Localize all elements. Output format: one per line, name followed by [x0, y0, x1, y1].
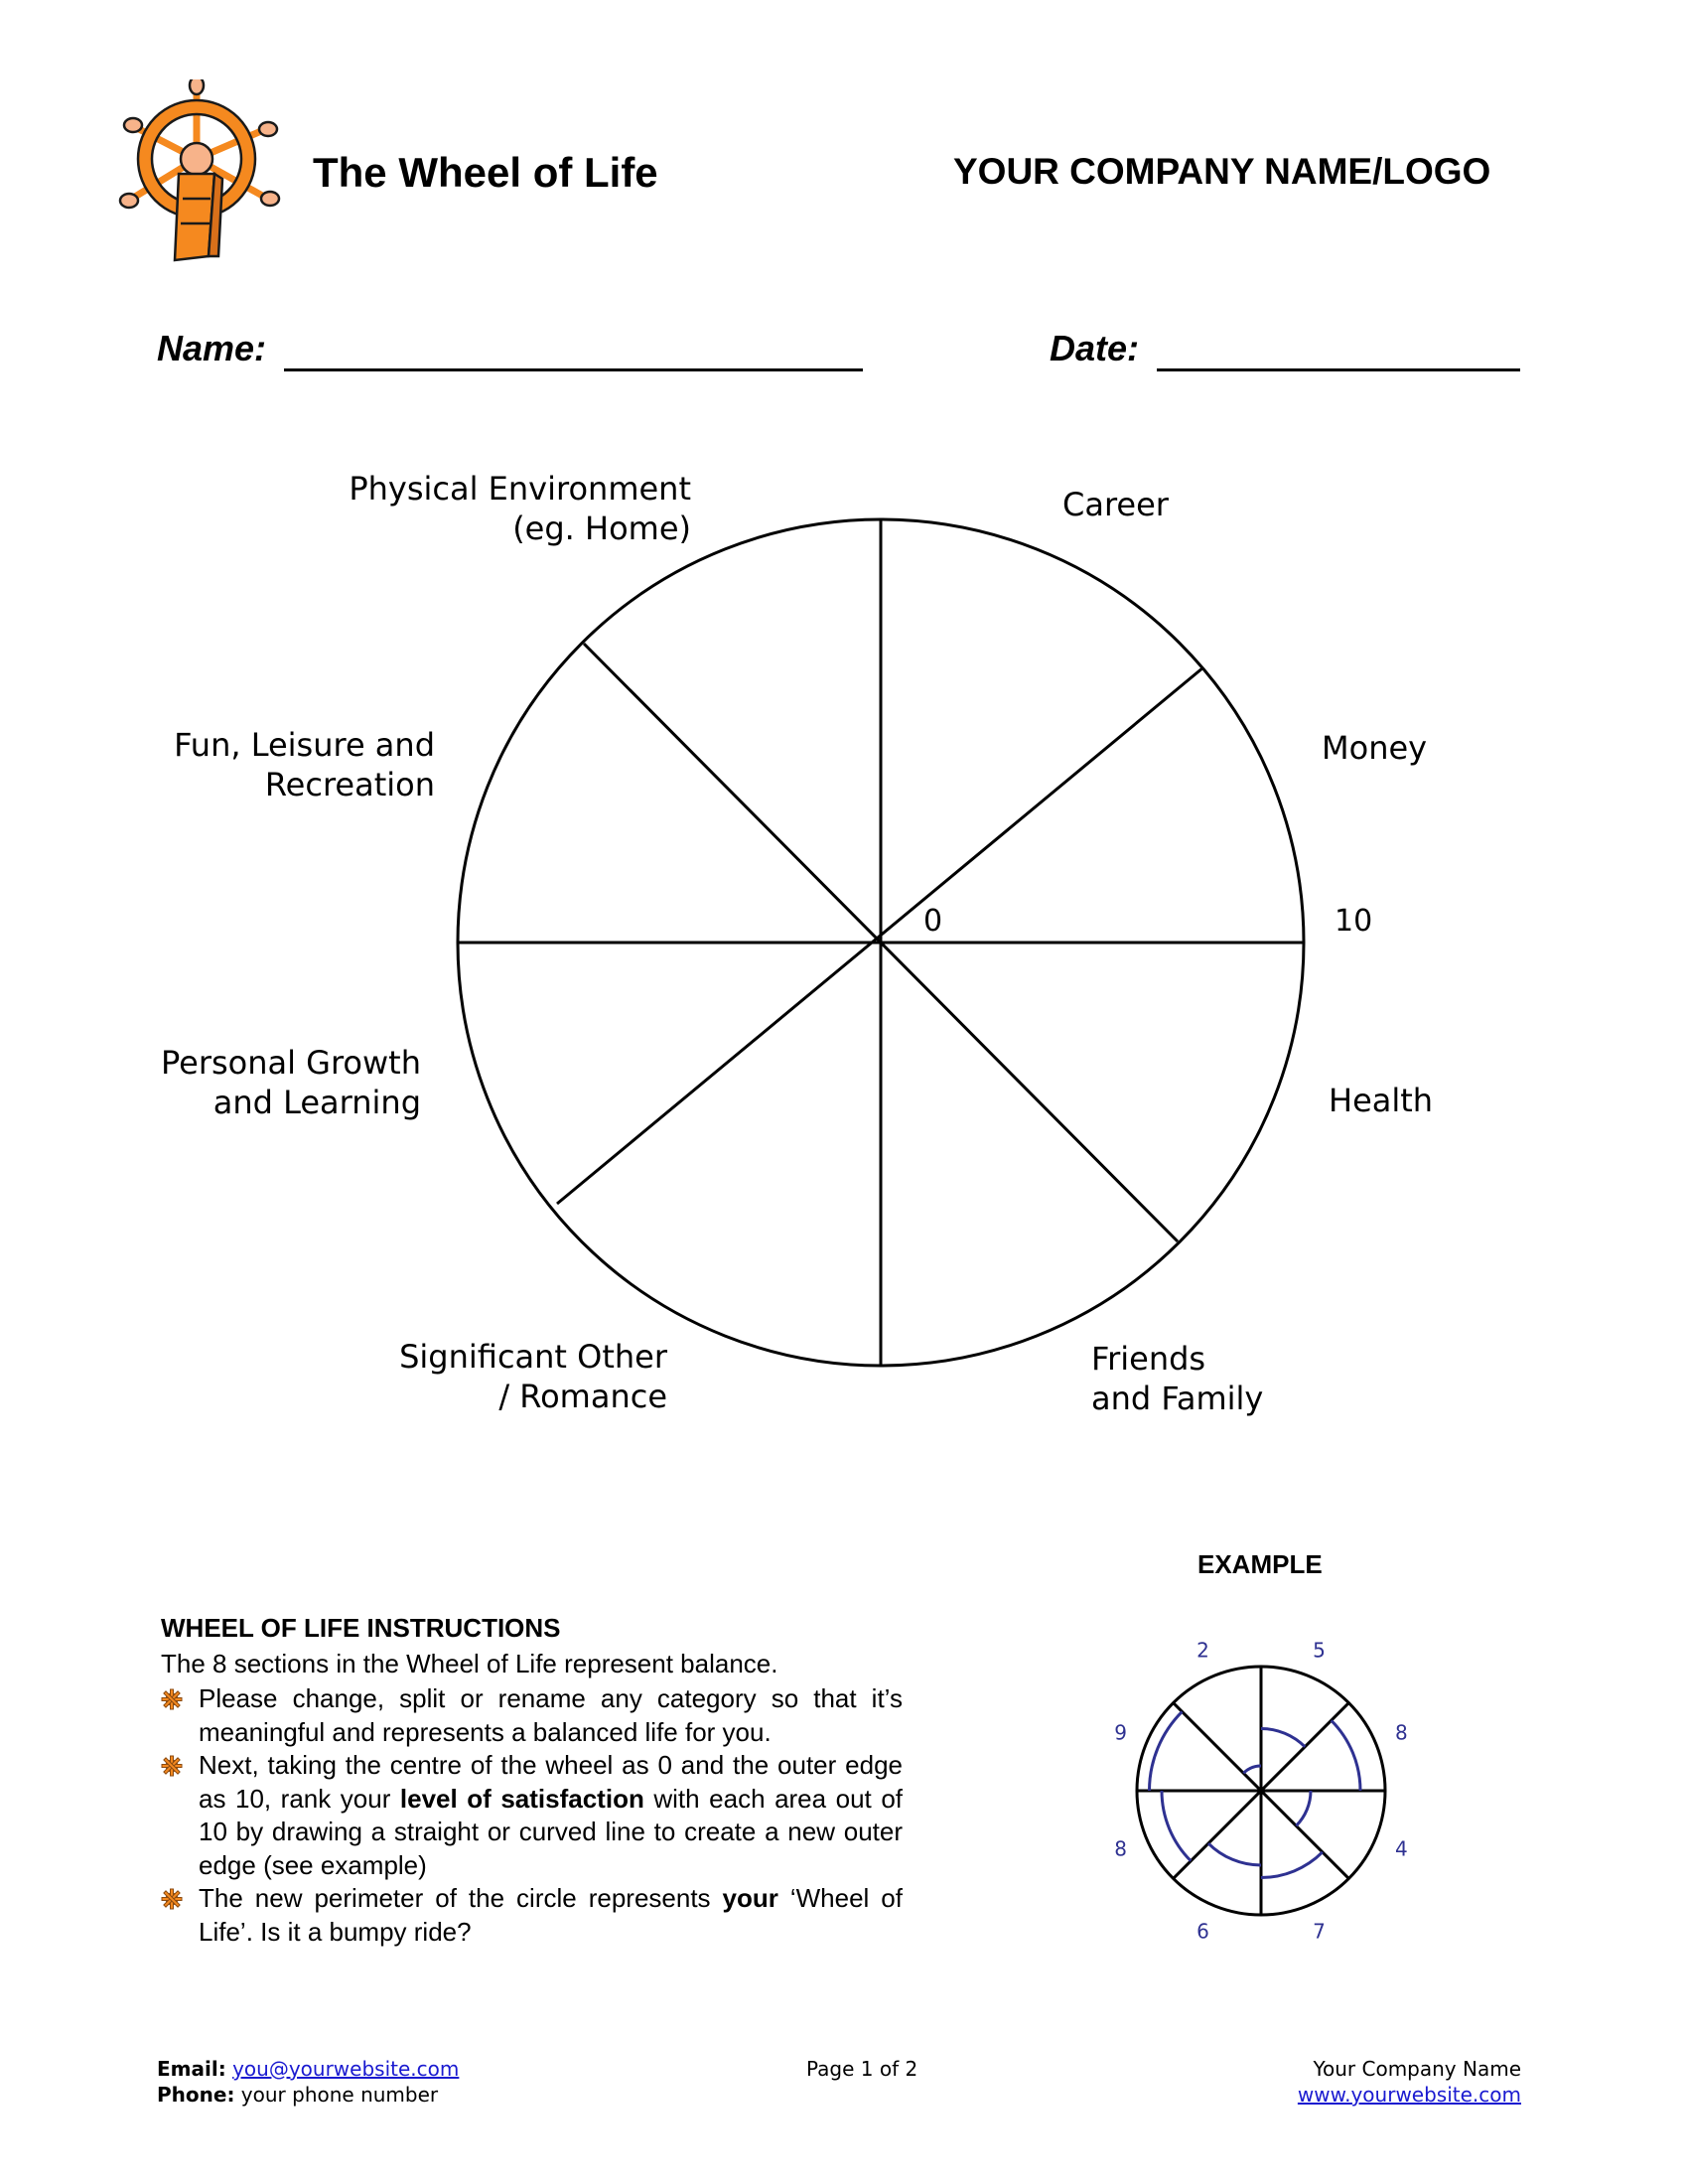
gear-bullet-icon [161, 1755, 183, 1777]
example-score-arc [1150, 1711, 1183, 1791]
gear-bullet-icon [161, 1688, 183, 1710]
name-field-line[interactable] [284, 368, 863, 371]
example-wheel [1077, 1579, 1455, 1976]
phone-value: your phone number [240, 2083, 439, 2107]
example-score-arc [1261, 1729, 1305, 1747]
category-significant-other: Significant Other / Romance [399, 1338, 667, 1415]
email-label: Email: [157, 2057, 226, 2081]
footer-contact [157, 2056, 459, 2108]
instruction-bullet-3: The new perimeter of the circle represents your ‘Wheel of Life’. Is it a bumpy ride? [161, 1882, 903, 1949]
example-score-label: 5 [1313, 1638, 1326, 1663]
instructions-heading: WHEEL OF LIFE INSTRUCTIONS [161, 1613, 561, 1643]
document-title: The Wheel of Life [313, 149, 658, 196]
company-name-logo: YOUR COMPANY NAME/LOGO [953, 151, 1491, 192]
footer-company-name: Your Company Name [1313, 2057, 1521, 2081]
example-score-label: 4 [1394, 1836, 1408, 1861]
example-score-arc [1296, 1791, 1311, 1825]
footer-company [1192, 2056, 1521, 2108]
category-health: Health [1329, 1082, 1434, 1119]
date-field-line[interactable] [1157, 368, 1520, 371]
wheel-center-label: 0 [923, 904, 943, 939]
example-score-arc [1162, 1791, 1191, 1861]
example-score-label: 2 [1196, 1638, 1209, 1663]
example-score-label: 6 [1196, 1919, 1209, 1944]
example-score-arc [1208, 1843, 1261, 1865]
category-personal-growth: Personal Growth and Learning [160, 1044, 421, 1121]
ship-wheel-logo-icon [117, 79, 281, 263]
page-number: Page 1 of 2 [806, 2057, 918, 2081]
email-link[interactable]: you@yourwebsite.com [232, 2057, 460, 2081]
instruction-bullet-2: Next, taking the centre of the wheel as 0 and the outer edge as 10, rank your level of satisfaction with each area out of 10 by drawing a straight or curved line to create a new outer edge (see example) [161, 1749, 903, 1882]
category-career: Career [1062, 486, 1169, 523]
category-physical-environment: Physical Environment (eg. Home) [349, 470, 691, 547]
phone-label: Phone: [157, 2083, 235, 2107]
wheel-of-life-diagram [437, 497, 1331, 1390]
instruction-bullet-1: Please change, split or rename any category so that it’s meaningful and represents a balanced life for you. [161, 1682, 903, 1749]
wheel-outer-label: 10 [1335, 904, 1373, 939]
example-score-arc [1261, 1852, 1323, 1878]
instructions-section [161, 1613, 903, 1949]
example-score-label: 8 [1114, 1836, 1128, 1861]
example-score-label: 9 [1114, 1720, 1128, 1745]
gear-bullet-icon [161, 1888, 183, 1910]
date-label: Date: [1050, 328, 1140, 368]
name-label: Name: [157, 328, 267, 368]
category-friends-family: Friends and Family [1091, 1340, 1264, 1417]
example-score-label: 7 [1313, 1919, 1326, 1944]
category-money: Money [1322, 729, 1428, 767]
example-score-arc [1332, 1720, 1360, 1791]
website-link[interactable]: www.yourwebsite.com [1297, 2083, 1521, 2107]
category-fun-leisure: Fun, Leisure and Recreation [174, 726, 435, 803]
instructions-intro: The 8 sections in the Wheel of Life represent balance. [161, 1649, 778, 1678]
example-title: EXAMPLE [1197, 1549, 1323, 1579]
example-score-label: 8 [1394, 1720, 1408, 1745]
example-score-arc [1243, 1766, 1261, 1773]
